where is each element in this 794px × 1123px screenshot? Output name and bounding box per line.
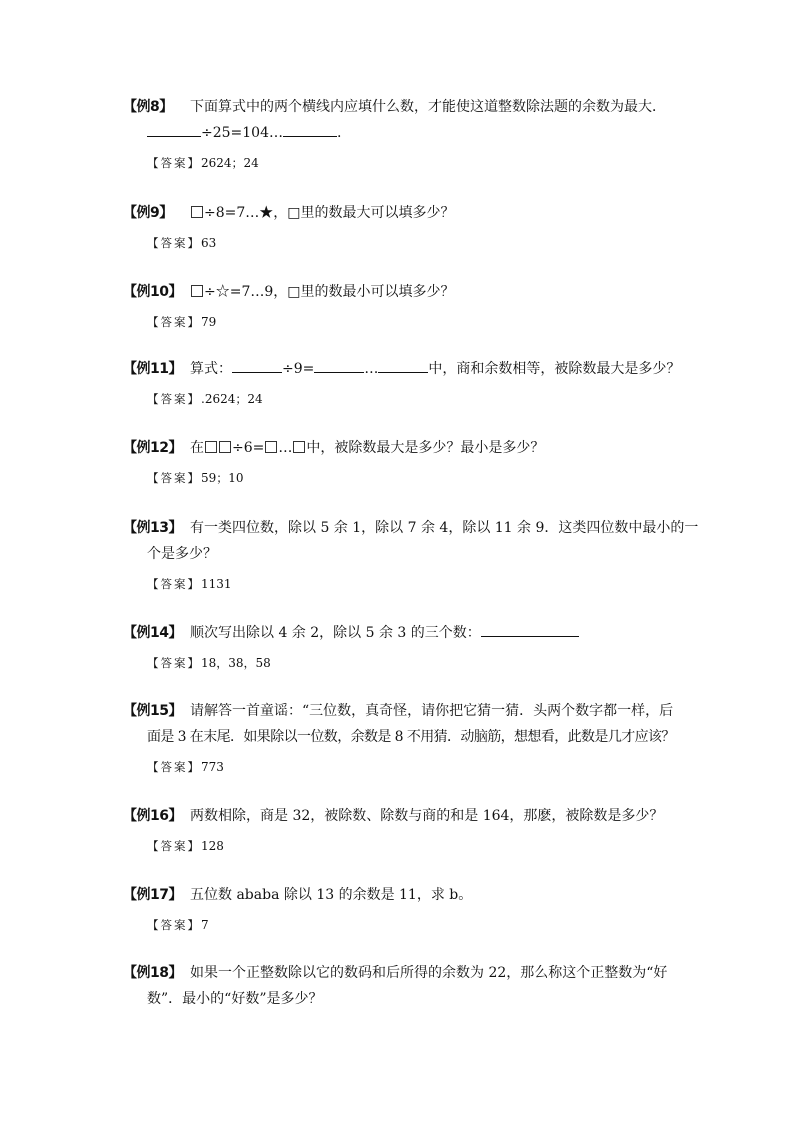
example-14 xyxy=(123,620,683,674)
example-10 xyxy=(123,279,683,333)
question-continuation: 面是 3 在末尾．如果除以一位数，余数是 8 不用猜．动脑筋，想想看，此数是几才应该？ xyxy=(147,729,675,745)
formula-text: ÷9= xyxy=(282,361,315,377)
answer-line xyxy=(123,756,683,778)
answer-line xyxy=(123,152,683,174)
question-line xyxy=(123,515,699,541)
formula-text: ÷6= xyxy=(232,440,265,456)
answer-blank xyxy=(147,122,201,137)
question-formula-line xyxy=(123,120,683,146)
answer-line xyxy=(123,388,683,410)
example-tag: 【例17】 xyxy=(123,887,182,903)
answer-line xyxy=(123,311,683,333)
example-17 xyxy=(123,882,683,936)
example-16 xyxy=(123,803,683,857)
example-tag: 【例12】 xyxy=(123,440,182,456)
example-13 xyxy=(123,515,699,595)
question-text: ÷☆=7…9，□里的数最小可以填多少？ xyxy=(204,284,455,300)
answer-line xyxy=(123,652,683,674)
formula-end: . xyxy=(337,125,342,141)
example-tag: 【例9】 xyxy=(123,205,173,221)
answer-value: 63 xyxy=(201,236,217,250)
question-line xyxy=(123,94,683,120)
example-tag: 【例13】 xyxy=(123,520,182,536)
answer-label: 【答案】 xyxy=(147,656,201,670)
example-tag: 【例16】 xyxy=(123,808,182,824)
example-tag: 【例8】 xyxy=(123,99,173,115)
answer-value: 2624；24 xyxy=(201,156,259,170)
empty-box-symbol xyxy=(191,206,203,218)
answer-label: 【答案】 xyxy=(147,471,201,485)
question-line xyxy=(123,620,683,646)
question-text: 在 xyxy=(190,440,204,456)
example-tag: 【例18】 xyxy=(123,965,182,981)
answer-blank xyxy=(232,358,282,373)
question-line xyxy=(123,803,683,829)
answer-line xyxy=(123,232,683,254)
answer-value: 773 xyxy=(201,760,224,774)
question-continuation: 个是多少？ xyxy=(147,546,217,562)
example-18 xyxy=(123,960,683,1012)
answer-line xyxy=(123,914,683,936)
empty-box-symbol xyxy=(293,441,305,453)
empty-box-symbol xyxy=(265,441,277,453)
question-text: 两数相除，商是 32，被除数、除数与商的和是 164，那麽，被除数是多少？ xyxy=(190,808,664,824)
answer-label: 【答案】 xyxy=(147,315,201,329)
answer-value: 1131 xyxy=(201,577,232,591)
answer-label: 【答案】 xyxy=(147,156,201,170)
question-line xyxy=(123,882,683,908)
example-8 xyxy=(123,94,683,174)
question-text: 如果一个正整数除以它的数码和后所得的余数为 22，那么称这个正整数为“好 xyxy=(190,965,668,981)
question-text: 请解答一首童谣：“三位数，真奇怪，请你把它猜一猜．头两个数字都一样，后 xyxy=(190,703,674,719)
formula-text: … xyxy=(278,440,293,456)
empty-box-symbol xyxy=(219,441,231,453)
answer-value: 128 xyxy=(201,839,224,853)
answer-label: 【答案】 xyxy=(147,236,201,250)
question-text: 顺次写出除以 4 余 2，除以 5 余 3 的三个数： xyxy=(190,625,481,641)
answer-blank xyxy=(378,358,428,373)
question-line xyxy=(123,200,683,226)
question-text: 五位数 ababa 除以 13 的余数是 11，求 b。 xyxy=(190,887,473,903)
example-tag: 【例15】 xyxy=(123,703,182,719)
answer-blank xyxy=(283,122,337,137)
question-line xyxy=(123,435,683,461)
answer-value: 18，38，58 xyxy=(201,656,271,670)
question-text: 算式： xyxy=(190,361,232,377)
answer-line xyxy=(123,835,683,857)
example-tag: 【例11】 xyxy=(123,361,182,377)
example-12 xyxy=(123,435,683,489)
answer-label: 【答案】 xyxy=(147,577,201,591)
question-continuation: 数”．最小的“好数”是多少？ xyxy=(147,991,323,1007)
answer-label: 【答案】 xyxy=(147,918,201,932)
answer-value: 79 xyxy=(201,315,217,329)
question-text: 中，被除数最大是多少？最小是多少？ xyxy=(306,440,545,456)
question-line xyxy=(123,698,683,724)
question-line xyxy=(123,960,683,986)
empty-box-symbol xyxy=(191,285,203,297)
answer-blank xyxy=(481,622,579,637)
question-line xyxy=(123,356,683,382)
question-text: ÷8=7…★，□里的数最大可以填多少？ xyxy=(204,205,455,221)
question-line xyxy=(123,279,683,305)
answer-line xyxy=(123,573,683,595)
empty-box-symbol xyxy=(205,441,217,453)
question-text: 中，商和余数相等，被除数最大是多少？ xyxy=(428,361,681,377)
example-11 xyxy=(123,356,683,410)
example-tag: 【例10】 xyxy=(123,284,182,300)
question-text: 下面算式中的两个横线内应填什么数，才能使这道整数除法题的余数为最大． xyxy=(190,99,666,115)
answer-blank xyxy=(314,358,364,373)
answer-label: 【答案】 xyxy=(147,392,201,406)
answer-value: 7 xyxy=(201,918,209,932)
answer-value: .2624；24 xyxy=(201,392,263,406)
formula-text: … xyxy=(364,361,379,377)
answer-label: 【答案】 xyxy=(147,760,201,774)
answer-value: 59；10 xyxy=(201,471,244,485)
example-9 xyxy=(123,200,683,254)
question-text: 有一类四位数，除以 5 余 1，除以 7 余 4，除以 11 余 9．这类四位数中最小的一 xyxy=(190,520,699,536)
example-tag: 【例14】 xyxy=(123,625,182,641)
answer-line xyxy=(123,467,683,489)
example-15 xyxy=(123,698,683,778)
formula-text: ÷25=104… xyxy=(201,125,283,141)
answer-label: 【答案】 xyxy=(147,839,201,853)
